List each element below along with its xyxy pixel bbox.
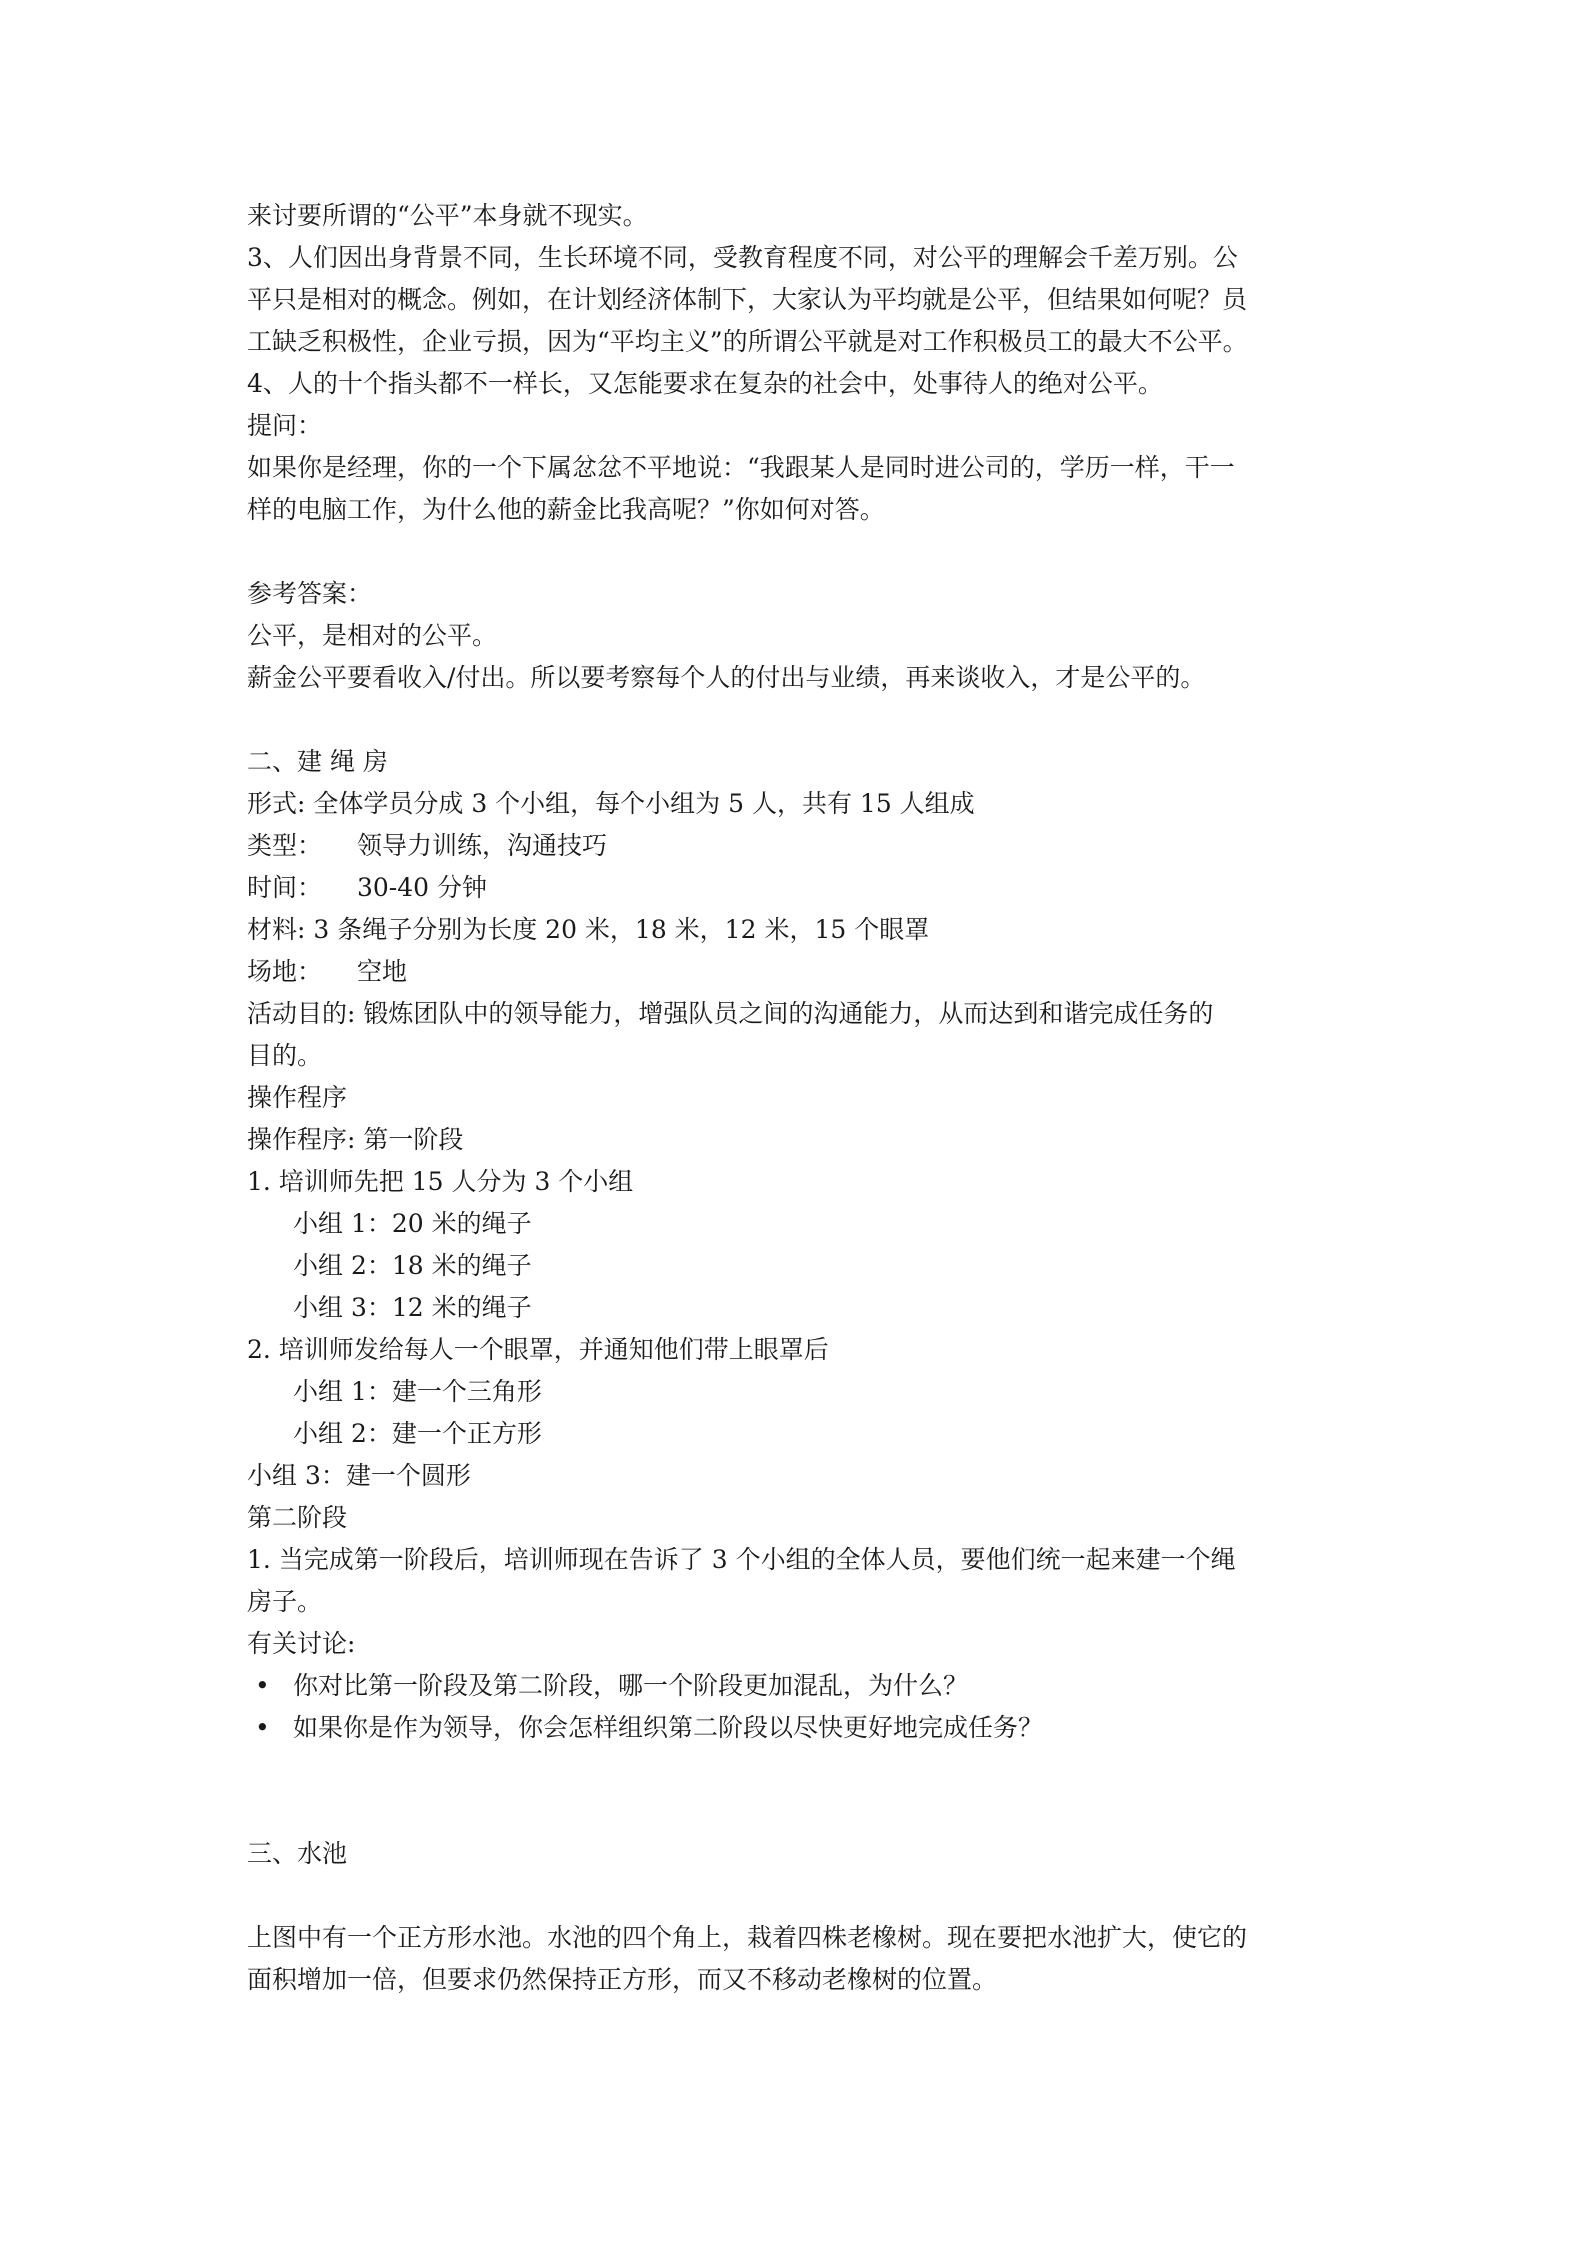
group-item: 小组 1：20 米的绳子 <box>293 1209 532 1238</box>
group-item: 小组 1：建一个三角形 <box>293 1377 542 1406</box>
discussion-item <box>247 1665 1367 1707</box>
spacer <box>247 1749 1367 1833</box>
discussion-text: 你对比第一阶段及第二阶段，哪一个阶段更加混乱，为什么？ <box>293 1671 969 1700</box>
bullet-icon: • <box>255 1713 270 1742</box>
paragraph-line: 平只是相对的概念。例如，在计划经济体制下，大家认为平均就是公平，但结果如何呢？员 <box>247 285 1248 314</box>
group-item: 小组 3：12 米的绳子 <box>293 1293 532 1322</box>
stage2-heading: 第二阶段 <box>247 1503 348 1532</box>
answer-text: 薪金公平要看收入/付出。所以要考察每个人的付出与业绩，再来谈收入，才是公平的。 <box>247 663 1206 692</box>
procedure-heading: 操作程序 <box>247 1083 348 1112</box>
type-label: 类型： <box>247 831 323 860</box>
group-item: 小组 2：18 米的绳子 <box>293 1251 532 1280</box>
paragraph-line: 4、人的十个指头都不一样长，又怎能要求在复杂的社会中，处事待人的绝对公平。 <box>247 369 1163 398</box>
type-value: 领导力训练，沟通技巧 <box>357 831 608 860</box>
procedure-stage1: 操作程序: 第一阶段 <box>247 1125 464 1154</box>
step-line: 2. 培训师发给每人一个眼罩，并通知他们带上眼罩后 <box>247 1335 829 1364</box>
form-line: 形式: 全体学员分成 3 个小组，每个小组为 5 人，共有 15 人组成 <box>247 789 975 818</box>
section-heading: 三、水池 <box>247 1839 348 1868</box>
purpose-line: 活动目的: 锻炼团队中的领导能力，增强队员之间的沟通能力，从而达到和谐完成任务的 <box>247 999 1214 1028</box>
spacer <box>247 699 1367 741</box>
question-text: 样的电脑工作，为什么他的薪金比我高呢？”你如何对答。 <box>247 495 885 524</box>
paragraph-line: 工缺乏积极性，企业亏损，因为“平均主义”的所谓公平就是对工作积极员工的最大不公平。 <box>247 327 1248 356</box>
type-line <box>247 825 1367 867</box>
time-label: 时间： <box>247 873 323 902</box>
time-line <box>247 867 1367 909</box>
time-value: 30-40 分钟 <box>357 873 488 902</box>
paragraph-line: 上图中有一个正方形水池。水池的四个角上，栽着四株老橡树。现在要把水池扩大，使它的 <box>247 1923 1248 1952</box>
step-line: 1. 当完成第一阶段后，培训师现在告诉了 3 个小组的全体人员，要他们统一起来建一个绳 <box>247 1545 1236 1574</box>
spacer <box>247 531 1367 573</box>
discussion-text: 如果你是作为领导，你会怎样组织第二阶段以尽快更好地完成任务？ <box>293 1713 1044 1742</box>
section-heading: 二、建 绳 房 <box>247 747 388 776</box>
paragraph-line: 面积增加一倍，但要求仍然保持正方形，而又不移动老橡树的位置。 <box>247 1965 998 1994</box>
answer-heading: 参考答案： <box>247 579 373 608</box>
step-line: 房子。 <box>247 1587 323 1616</box>
question-heading: 提问： <box>247 411 323 440</box>
document-page <box>247 195 1367 2001</box>
spacer <box>247 1875 1367 1917</box>
paragraph-line: 3、人们因出身背景不同，生长环境不同，受教育程度不同，对公平的理解会千差万别。公 <box>247 243 1238 272</box>
venue-line <box>247 951 1367 993</box>
discussion-heading: 有关讨论: <box>247 1629 356 1658</box>
answer-text: 公平，是相对的公平。 <box>247 621 498 650</box>
question-text: 如果你是经理，你的一个下属忿忿不平地说：“我跟某人是同时进公司的，学历一样，干一 <box>247 453 1235 482</box>
venue-label: 场地： <box>247 957 323 986</box>
material-line: 材料: 3 条绳子分别为长度 20 米，18 米，12 米，15 个眼罩 <box>247 915 930 944</box>
step-line: 1. 培训师先把 15 人分为 3 个小组 <box>247 1167 634 1196</box>
group-item: 小组 3：建一个圆形 <box>247 1461 471 1490</box>
bullet-icon: • <box>255 1671 270 1700</box>
venue-value: 空地 <box>357 957 408 986</box>
purpose-line: 目的。 <box>247 1041 323 1070</box>
paragraph-line: 来讨要所谓的“公平”本身就不现实。 <box>247 201 648 230</box>
group-item: 小组 2：建一个正方形 <box>293 1419 542 1448</box>
discussion-item <box>247 1707 1367 1749</box>
